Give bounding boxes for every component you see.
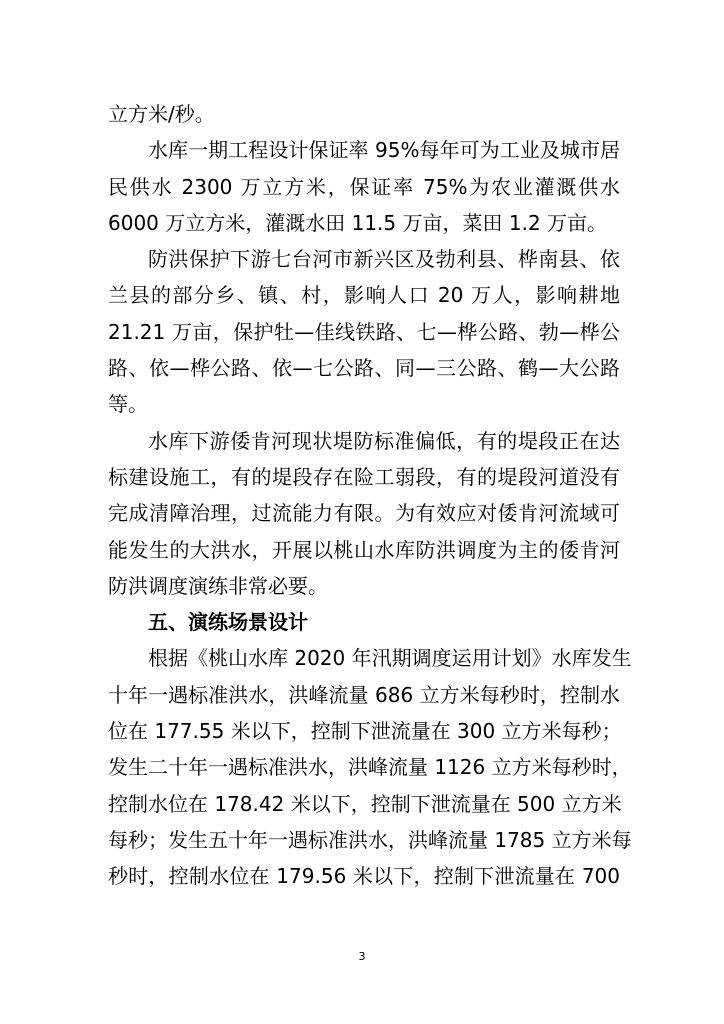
paragraph <box>108 241 620 422</box>
section-heading <box>108 604 620 640</box>
text-line: 位在 177.55 米以下，控制下泄流量在 300 立方米每秒； <box>108 719 622 744</box>
text-line: 防洪保护下游七台河市新兴区及勃利县、桦南县、依 <box>148 247 620 272</box>
document-body <box>108 96 632 895</box>
text-line: 兰县的部分乡、镇、村，影响人口 20 万人，影响耕地 <box>108 283 620 308</box>
text-line: 十年一遇标准洪水，洪峰流量 686 立方米每秒时，控制水 <box>108 682 620 707</box>
text-line: 路、依—桦公路、依—七公路、同—三公路、鹤—大公路 <box>108 356 620 381</box>
page-number: 3 <box>358 950 366 963</box>
text-line: 控制水位在 178.42 米以下，控制下泄流量在 500 立方米 <box>108 791 622 816</box>
text-line: 21.21 万亩，保护牡—佳线铁路、七—桦公路、勃—桦公 <box>108 319 620 344</box>
paragraph <box>108 96 620 132</box>
text-line: 发生二十年一遇标准洪水，洪峰流量 1126 立方米每秒时， <box>108 755 632 780</box>
text-line: 立方米/秒。 <box>108 102 215 126</box>
text-line: 民供水 2300 万立方米，保证率 75%为农业灌溉供水 <box>108 174 620 199</box>
text-line: 秒时，控制水位在 179.56 米以下，控制下泄流量在 700 <box>108 864 620 889</box>
text-line: 完成清障治理，过流能力有限。为有效应对倭肯河流域可 <box>108 501 620 526</box>
text-line: 每秒；发生五十年一遇标准洪水，洪峰流量 1785 立方米每 <box>108 827 632 852</box>
text-line: 水库一期工程设计保证率 95%每年可为工业及城市居 <box>148 138 620 163</box>
text-line: 根据《桃山水库 2020 年汛期调度运用计划》水库发生 <box>148 646 632 671</box>
paragraph <box>108 423 620 604</box>
heading-text: 五、演练场景设计 <box>148 610 308 635</box>
text-line: 6000 万立方米，灌溉水田 11.5 万亩，菜田 1.2 万亩。 <box>108 210 608 235</box>
text-line: 标建设施工，有的堤段存在险工弱段，有的堤段河道没有 <box>108 464 620 489</box>
paragraph <box>108 640 632 894</box>
text-line: 防洪调度演练非常必要。 <box>108 573 328 598</box>
paragraph <box>108 132 620 241</box>
text-line: 能发生的大洪水，开展以桃山水库防洪调度为主的倭肯河 <box>108 537 620 562</box>
text-line: 水库下游倭肯河现状堤防标准偏低，有的堤段正在达 <box>148 428 620 453</box>
text-line: 等。 <box>108 392 148 417</box>
